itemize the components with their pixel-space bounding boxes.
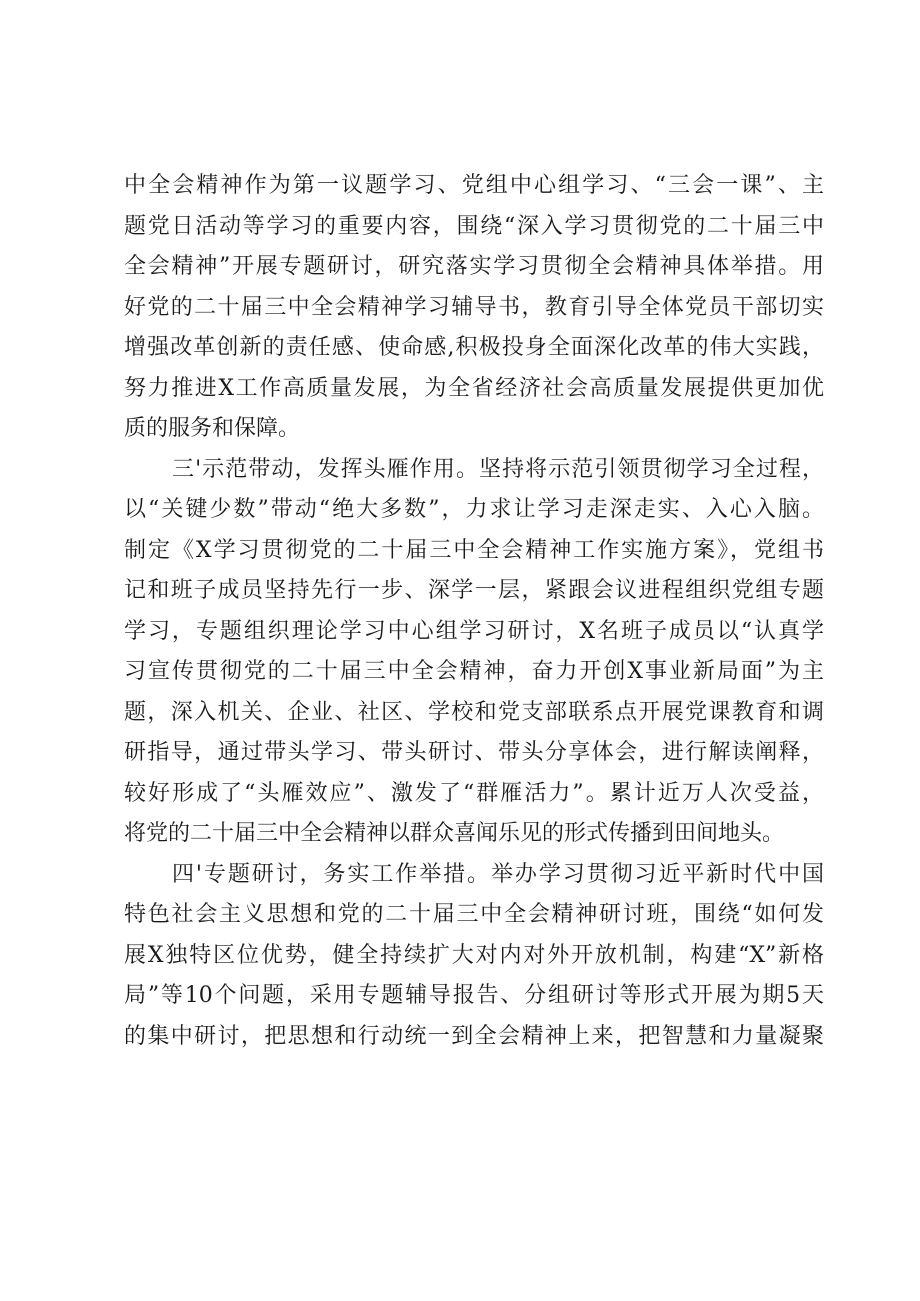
text-line: 题党日活动等学习的重要内容，围绕“深入学习贯彻党的二十届三中	[124, 213, 824, 239]
text-line: 研指导，通过带头学习、带头研讨、带头分享体会，进行解读阐释，	[124, 740, 824, 765]
paragraph-p1	[124, 166, 824, 450]
text-line: 的集中研讨，把思想和行动统一到全会精神上来，把智慧和力量凝聚	[124, 1023, 824, 1049]
text-line: 学习，专题组织理论学习中心组学习研讨，X名班子成员以“认真学	[124, 618, 824, 644]
text-line: 四'专题研讨，务实工作举措。举办学习贯彻习近平新时代中国	[172, 861, 824, 887]
document-body	[124, 166, 824, 1057]
text-line: 记和班子成员坚持先行一步、深学一层，紧跟会议进程组织党组专题	[124, 578, 824, 603]
text-line: 特色社会主义思想和党的二十届三中全会精神研讨班，围绕“如何发	[124, 902, 824, 927]
text-line: 努力推进X工作高质量发展，为全省经济社会高质量发展提供更加优	[124, 375, 824, 401]
text-line: 好党的二十届三中全会精神学习辅导书，教育引导全体党员干部切实	[124, 294, 824, 320]
text-line: 制定《X学习贯彻党的二十届三中全会精神工作实施方案》，党组书	[124, 537, 824, 563]
text-line: 展X独特区位优势，健全持续扩大对内对外开放机制，构建“X”新格	[124, 942, 824, 968]
paragraph-p2	[124, 450, 824, 855]
text-line: 全会精神”开展专题研讨，研究落实学习贯彻全会精神具体举措。用	[124, 254, 824, 279]
text-line: 以“关键少数”带动“绝大多数”，力求让学习走深走实、入心入脑。	[124, 497, 824, 522]
text-line: 习宣传贯彻党的二十届三中全会精神，奋力开创X事业新局面”为主	[124, 659, 824, 684]
text-line: 局”等10个问题，采用专题辅导报告、分组研讨等形式开展为期5天	[124, 983, 824, 1008]
text-line: 较好形成了“头雁效应”、激发了“群雁活力”。累计近万人次受益，	[124, 780, 824, 806]
text-line: 增强改革创新的责任感、使命感,积极投身全面深化改革的伟大实践，	[124, 335, 824, 360]
text-line: 题，深入机关、企业、社区、学校和党支部联系点开展党课教育和调	[124, 699, 824, 725]
text-line: 质的服务和保障。	[124, 416, 301, 441]
paragraph-p3	[124, 855, 824, 1058]
text-line: 将党的二十届三中全会精神以群众喜闻乐见的形式传播到田间地头。	[124, 821, 785, 846]
text-line: 三'示范带动，发挥头雁作用。坚持将示范引领贯彻学习全过程，	[172, 456, 824, 482]
text-line: 中全会精神作为第一议题学习、党组中心组学习、“三会一课”、主	[124, 173, 824, 198]
